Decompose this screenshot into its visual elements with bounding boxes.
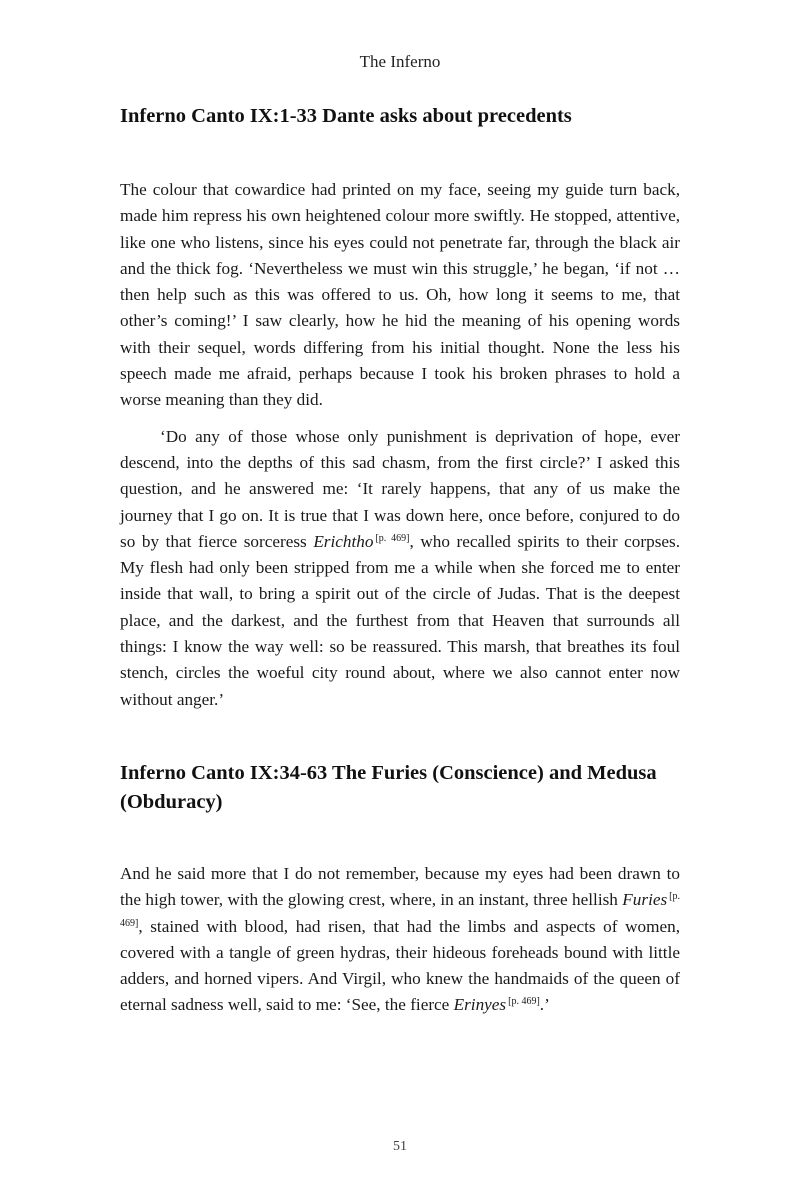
section-heading: Inferno Canto IX:1-33 Dante asks about precedents [120, 105, 572, 127]
text-run: .’ [539, 995, 550, 1015]
proper-name-erinyes: Erinyes [453, 995, 507, 1015]
text-run: , stained with blood, had risen, that had the limbs and aspects of women, covered with a tangle of green hydras, their hideous foreheads bound with little adders, and horned vipers. And Virgil, who knew the handmaids of the queen of eternal sadness well, said to me: ‘See, the fierce [120, 916, 680, 1015]
proper-name-furies: Furies [622, 890, 668, 910]
text-run: ‘Do any of those whose only punishment is deprivation of hope, ever descend, into the depths of this sad chasm, from the first circle?’ I asked this question, and he answered me: ‘It rarely happens, that any of us make the journey that I go on. It is true that I was down here, once before, conjured to do so by that fierce sorceress [120, 426, 680, 551]
section-divider [120, 713, 680, 759]
page-reference-link[interactable]: [p. 469] [508, 996, 540, 1008]
paragraph: The colour that cowardice had printed on my face, seeing my guide turn back, made him repress his own heightened colour more swiftly. He stopped, attentive, like one who listens, since his eyes could not penetrate far, through the black air and the thick fog. ‘Nevertheless we must win this struggle,’ he began, ‘if not … then help such as this was offered to us. Oh, how long it seems to me, that other’s coming!’ I saw clearly, how he hid the meaning of his opening words with their sequel, words differing from his initial thought. None the less his speech made me afraid, perhaps because I took his broken phrases to hold a worse meaning than they did. [120, 180, 680, 410]
page-body [120, 100, 680, 1019]
text-run: And he said more that I do not remember, because my eyes had been drawn to the high tower, with the glowing crest, where, in an instant, three hellish [120, 863, 680, 910]
page-number: 51 [393, 1139, 407, 1154]
paragraph [120, 861, 680, 1019]
paragraph [120, 424, 680, 713]
proper-name-erichtho: Erichtho [313, 531, 374, 551]
page-reference-link[interactable]: [p. 469] [375, 532, 410, 544]
text-run: , who recalled spirits to their corpses. My flesh had only been stripped from me a while when she forced me to enter inside that wall, to bring a spirit out of the circle of Judas. That is the deepest place, and the darkest, and the furthest from that Heaven that surrounds all things: I know the way well: so be reassured. This marsh, that breathes its foul stench, circles the woeful city round about, where we also cannot enter now without anger.’ [120, 531, 680, 709]
section-heading: Inferno Canto IX:34-63 The Furies (Conscience) and Medusa (Obduracy) [120, 761, 657, 813]
running-head: The Inferno [359, 52, 441, 71]
page-reference-link[interactable]: [p. 469] [120, 891, 680, 929]
